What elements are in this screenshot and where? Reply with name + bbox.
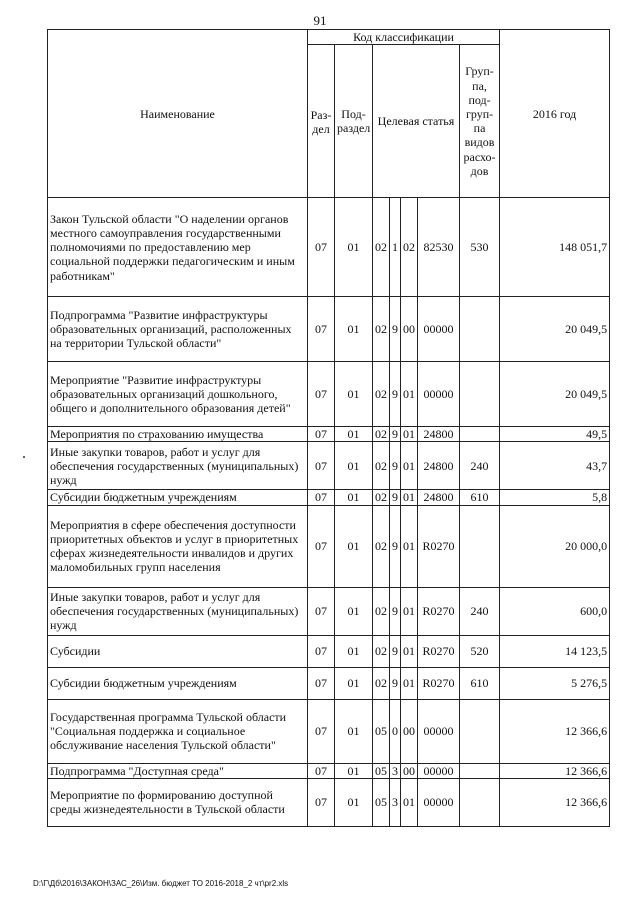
- row-expense-group: 240: [460, 587, 500, 635]
- row-expense-group: [460, 505, 500, 587]
- header-expense-group: Груп-па, под-груп-па видов расхо-дов: [460, 45, 500, 198]
- row-amount: 49,5: [500, 427, 610, 442]
- row-amount: 20 049,5: [500, 297, 610, 362]
- row-amount: 12 366,6: [500, 763, 610, 778]
- row-amount: 12 366,6: [500, 778, 610, 826]
- row-amount: 20 049,5: [500, 362, 610, 427]
- row-target-program: 02: [373, 427, 390, 442]
- row-section: 07: [308, 778, 335, 826]
- row-section: 07: [308, 505, 335, 587]
- row-target-direction: R0270: [418, 505, 460, 587]
- row-target-event: 01: [401, 505, 418, 587]
- header-subsection: Под-раздел: [335, 45, 373, 198]
- row-amount: 14 123,5: [500, 635, 610, 667]
- row-subsection: 01: [335, 427, 373, 442]
- row-expense-group: [460, 763, 500, 778]
- table-row: [48, 763, 610, 778]
- row-name: Субсидии бюджетным учреждениям: [48, 667, 308, 699]
- row-target-program: 02: [373, 587, 390, 635]
- row-section: 07: [308, 442, 335, 490]
- row-target-program: 02: [373, 667, 390, 699]
- row-target-direction: 00000: [418, 362, 460, 427]
- row-subsection: 01: [335, 442, 373, 490]
- row-target-program: 02: [373, 442, 390, 490]
- row-subsection: 01: [335, 505, 373, 587]
- row-target-subprogram: 9: [390, 297, 401, 362]
- row-name: Субсидии бюджетным учреждениям: [48, 490, 308, 505]
- row-section: 07: [308, 297, 335, 362]
- budget-table: [47, 29, 610, 827]
- row-target-direction: R0270: [418, 635, 460, 667]
- row-name: Иные закупки товаров, работ и услуг для обеспечения государственных (муниципальных) нужд: [48, 442, 308, 490]
- row-subsection: 01: [335, 635, 373, 667]
- table-row: [48, 505, 610, 587]
- row-name: Закон Тульской области "О наделении органов местного самоуправления государственными полномочиями по предоставлению мер социальной поддержки педагогическим и иным работникам": [48, 198, 308, 297]
- row-name: Субсидии: [48, 635, 308, 667]
- row-target-program: 02: [373, 635, 390, 667]
- row-target-subprogram: 9: [390, 427, 401, 442]
- row-target-event: 01: [401, 635, 418, 667]
- row-expense-group: [460, 427, 500, 442]
- row-target-subprogram: 9: [390, 635, 401, 667]
- row-subsection: 01: [335, 362, 373, 427]
- row-target-event: 00: [401, 297, 418, 362]
- margin-mark: [23, 456, 25, 458]
- row-target-event: 00: [401, 763, 418, 778]
- row-target-direction: 82530: [418, 198, 460, 297]
- row-target-direction: 00000: [418, 297, 460, 362]
- row-amount: 600,0: [500, 587, 610, 635]
- row-target-direction: 00000: [418, 763, 460, 778]
- table-row: [48, 490, 610, 505]
- row-target-program: 05: [373, 699, 390, 763]
- row-expense-group: 610: [460, 490, 500, 505]
- row-expense-group: [460, 297, 500, 362]
- row-target-event: 01: [401, 667, 418, 699]
- row-subsection: 01: [335, 699, 373, 763]
- row-subsection: 01: [335, 778, 373, 826]
- row-target-subprogram: 9: [390, 667, 401, 699]
- row-expense-group: [460, 699, 500, 763]
- table-row: [48, 699, 610, 763]
- row-amount: 148 051,7: [500, 198, 610, 297]
- row-target-direction: 24800: [418, 490, 460, 505]
- row-amount: 5,8: [500, 490, 610, 505]
- row-target-direction: 24800: [418, 442, 460, 490]
- row-target-event: 01: [401, 427, 418, 442]
- row-target-subprogram: 3: [390, 763, 401, 778]
- row-expense-group: [460, 362, 500, 427]
- table-row: [48, 442, 610, 490]
- row-section: 07: [308, 763, 335, 778]
- row-target-program: 02: [373, 505, 390, 587]
- table-body: [48, 198, 610, 827]
- footer-file-path: D:\Г\Дб\2016\ЗАКОН\ЗАС_26\Изм. бюджет ТО 2016-2018_2 чт\pr2.xls: [33, 879, 289, 888]
- table-row: [48, 667, 610, 699]
- table-row: [48, 198, 610, 297]
- row-name: Государственная программа Тульской области "Социальная поддержка и социальное обслуживание населения Тульской области": [48, 699, 308, 763]
- row-target-program: 02: [373, 490, 390, 505]
- table-row: [48, 587, 610, 635]
- row-target-direction: 24800: [418, 427, 460, 442]
- row-amount: 43,7: [500, 442, 610, 490]
- row-expense-group: 610: [460, 667, 500, 699]
- row-name: Мероприятие по формированию доступной среды жизнедеятельности в Тульской области: [48, 778, 308, 826]
- row-target-program: 05: [373, 763, 390, 778]
- row-section: 07: [308, 699, 335, 763]
- row-subsection: 01: [335, 490, 373, 505]
- row-amount: 5 276,5: [500, 667, 610, 699]
- row-target-event: 00: [401, 699, 418, 763]
- row-name: Подпрограмма "Доступная среда": [48, 763, 308, 778]
- row-target-subprogram: 9: [390, 490, 401, 505]
- row-name: Мероприятия в сфере обеспечения доступности приоритетных объектов и услуг в приоритетных сферах жизнедеятельности инвалидов и других маломобильных групп населения: [48, 505, 308, 587]
- header-name: Наименование: [48, 30, 308, 198]
- row-target-event: 02: [401, 198, 418, 297]
- table-row: [48, 778, 610, 826]
- row-amount: 12 366,6: [500, 699, 610, 763]
- row-section: 07: [308, 635, 335, 667]
- header-year: 2016 год: [500, 30, 610, 198]
- row-target-subprogram: 9: [390, 442, 401, 490]
- row-target-event: 01: [401, 362, 418, 427]
- row-target-direction: 00000: [418, 778, 460, 826]
- row-expense-group: [460, 778, 500, 826]
- row-section: 07: [308, 490, 335, 505]
- row-subsection: 01: [335, 763, 373, 778]
- table-row: [48, 427, 610, 442]
- row-target-subprogram: 1: [390, 198, 401, 297]
- row-subsection: 01: [335, 198, 373, 297]
- row-target-direction: R0270: [418, 587, 460, 635]
- row-section: 07: [308, 667, 335, 699]
- row-section: 07: [308, 587, 335, 635]
- row-expense-group: 530: [460, 198, 500, 297]
- table-row: [48, 297, 610, 362]
- row-target-subprogram: 0: [390, 699, 401, 763]
- row-section: 07: [308, 362, 335, 427]
- row-target-event: 01: [401, 587, 418, 635]
- header-section: Раз-дел: [308, 45, 335, 198]
- row-target-event: 01: [401, 442, 418, 490]
- row-subsection: 01: [335, 667, 373, 699]
- row-target-subprogram: 9: [390, 505, 401, 587]
- row-subsection: 01: [335, 297, 373, 362]
- table-row: [48, 362, 610, 427]
- row-section: 07: [308, 427, 335, 442]
- row-target-subprogram: 9: [390, 362, 401, 427]
- row-target-event: 01: [401, 778, 418, 826]
- row-target-direction: 00000: [418, 699, 460, 763]
- row-target-program: 02: [373, 198, 390, 297]
- page-number: 91: [313, 13, 327, 28]
- row-target-subprogram: 3: [390, 778, 401, 826]
- row-target-direction: R0270: [418, 667, 460, 699]
- row-target-program: 02: [373, 362, 390, 427]
- row-expense-group: 520: [460, 635, 500, 667]
- row-expense-group: 240: [460, 442, 500, 490]
- row-name: Иные закупки товаров, работ и услуг для обеспечения государственных (муниципальных) нужд: [48, 587, 308, 635]
- row-target-event: 01: [401, 490, 418, 505]
- header-target-item: Целевая статья: [373, 45, 460, 198]
- row-target-program: 02: [373, 297, 390, 362]
- row-name: Мероприятие "Развитие инфраструктуры образовательных организаций дошкольного, общего и дополнительного образования детей": [48, 362, 308, 427]
- row-section: 07: [308, 198, 335, 297]
- row-name: Подпрограмма "Развитие инфраструктуры образовательных организаций, расположенных на территории Тульской области": [48, 297, 308, 362]
- row-name: Мероприятия по страхованию имущества: [48, 427, 308, 442]
- row-target-program: 05: [373, 778, 390, 826]
- row-amount: 20 000,0: [500, 505, 610, 587]
- row-target-subprogram: 9: [390, 587, 401, 635]
- header-classification: Код классификации: [308, 30, 500, 45]
- table-row: [48, 635, 610, 667]
- row-subsection: 01: [335, 587, 373, 635]
